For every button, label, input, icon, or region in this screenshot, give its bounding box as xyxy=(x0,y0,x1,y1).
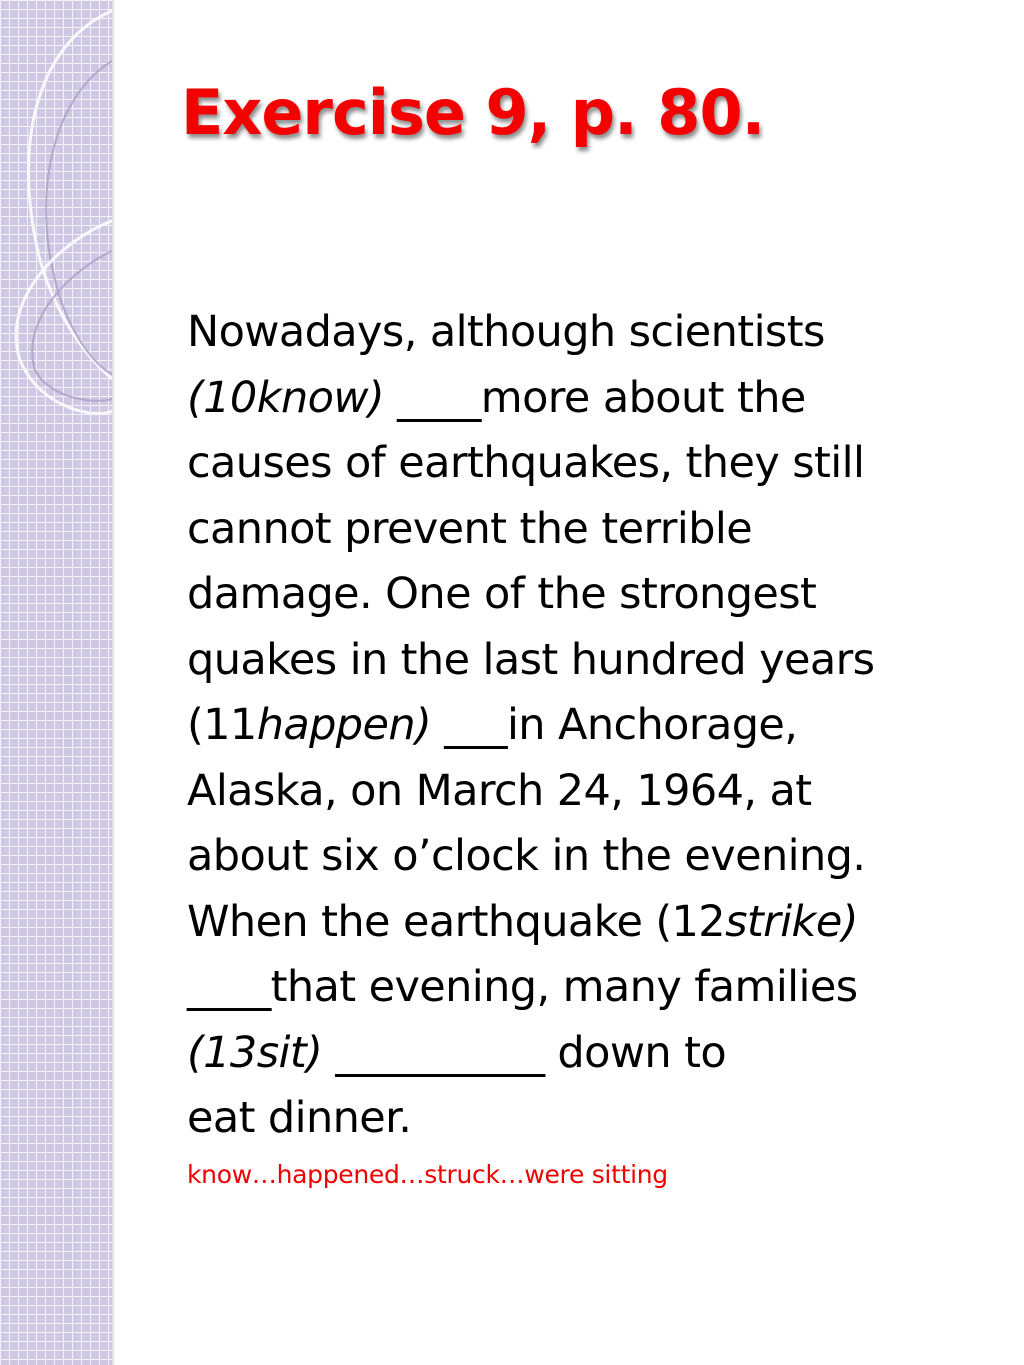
swirl-decoration xyxy=(0,0,114,460)
passage-text: cannot prevent the terrible xyxy=(187,503,753,554)
passage-text: about six o’clock in the evening. xyxy=(187,831,866,881)
passage-line xyxy=(187,497,987,563)
passage-text: ____that evening, many families xyxy=(187,962,858,1012)
passage-line xyxy=(187,366,987,432)
verb-prompt: (13sit) xyxy=(187,1027,323,1078)
passage-line xyxy=(187,693,987,759)
passage-line xyxy=(187,1086,987,1152)
verb-prompt: strike) xyxy=(725,896,858,947)
decorative-sidebar xyxy=(0,0,114,1365)
passage-line xyxy=(187,562,987,628)
slide-title: Exercise 9, p. 80. xyxy=(181,76,765,149)
passage-text: Alaska, on March 24, 1964, at xyxy=(187,765,812,816)
passage-line xyxy=(187,1021,987,1087)
passage-line xyxy=(187,431,987,497)
passage-text: ____more about the xyxy=(384,372,806,423)
passage-line xyxy=(187,628,987,694)
passage-line xyxy=(187,300,987,366)
verb-prompt: (10know) xyxy=(187,372,385,423)
sidebar-edge-divider xyxy=(112,0,114,1365)
passage-text: Nowadays, although scientists xyxy=(187,307,825,357)
passage-text: quakes in the last hundred years xyxy=(187,634,875,685)
verb-prompt: happen) xyxy=(256,700,432,750)
passage-text: damage. One of the strongest xyxy=(187,569,817,619)
passage-text: (11 xyxy=(187,700,257,750)
exercise-passage xyxy=(187,300,987,1152)
passage-text: ___in Anchorage, xyxy=(431,700,798,750)
passage-text: eat dinner. xyxy=(187,1093,412,1143)
answer-key: know…happened…struck…were sitting xyxy=(187,1160,668,1189)
passage-text: __________ down to xyxy=(322,1027,727,1078)
passage-line xyxy=(187,824,987,890)
passage-text: When the earthquake (12 xyxy=(187,896,726,947)
passage-line xyxy=(187,955,987,1021)
passage-line xyxy=(187,890,987,956)
passage-text: causes of earthquakes, they still xyxy=(187,438,865,488)
passage-line xyxy=(187,759,987,825)
